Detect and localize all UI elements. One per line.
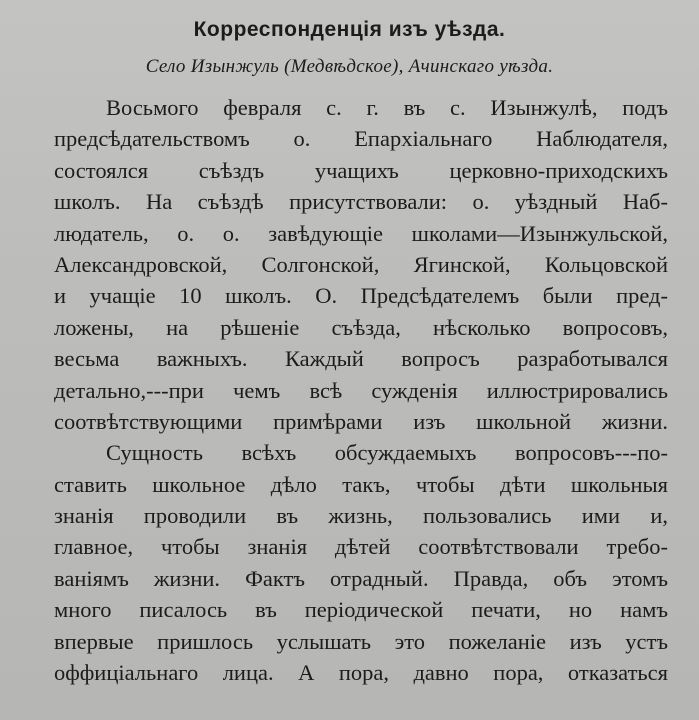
text-line: детально,---при чемъ всѣ сужденія иллюстрировались <box>54 377 668 403</box>
text-line: предсѣдательствомъ о. Епархіальнаго Наблюдателя, <box>54 126 668 152</box>
article-body <box>54 92 668 688</box>
text-line: Александровской, Солгонской, Ягинской, Кольцовской <box>54 251 668 277</box>
text-line: знанія проводили въ жизнь, пользовались ими и, <box>54 503 668 529</box>
text-line: Восьмого февраля с. г. въ с. Изынжулѣ, подъ <box>106 95 668 120</box>
text-line: весьма важныхъ. Каждый вопросъ разработывался <box>54 346 668 372</box>
article-subtitle: Село Изынжуль (Медвѣдское), Ачинскаго уѣзда. <box>145 56 554 77</box>
text-line: и учащіе 10 школъ. О. Предсѣдателемъ были пред- <box>54 283 668 309</box>
text-line: школъ. На съѣздѣ присутствовали: о. уѣздный Наб- <box>54 189 668 215</box>
text-line: много писалось въ періодической печати, но намъ <box>54 597 668 623</box>
text-line: впервые пришлось услышать это пожеланіе изъ устъ <box>54 628 668 654</box>
text-line: оффиціальнаго лица. А пора, давно пора, отказаться <box>54 660 668 686</box>
text-line: соотвѣтствующими примѣрами изъ школьной жизни. <box>54 408 668 434</box>
text-line: состоялся съѣздъ учащихъ церковно-приходскихъ <box>54 157 668 183</box>
text-line: ваніямъ жизни. Фактъ отрадный. Правда, объ этомъ <box>54 565 668 591</box>
article-title: Корреспонденція изъ уѣзда. <box>193 18 506 41</box>
text-line: ложены, на рѣшеніе съѣзда, нѣсколько вопросовъ, <box>54 314 668 340</box>
text-line: главное, чтобы знанія дѣтей соотвѣтствовали требо- <box>54 534 668 560</box>
text-line: Сущность всѣхъ обсуждаемыхъ вопросовъ---по- <box>106 440 668 466</box>
text-line: ставить школьное дѣло такъ, чтобы дѣти школьныя <box>54 471 668 497</box>
text-line: людатель, о. о. завѣдующіе школами—Изынжульской, <box>54 220 668 246</box>
